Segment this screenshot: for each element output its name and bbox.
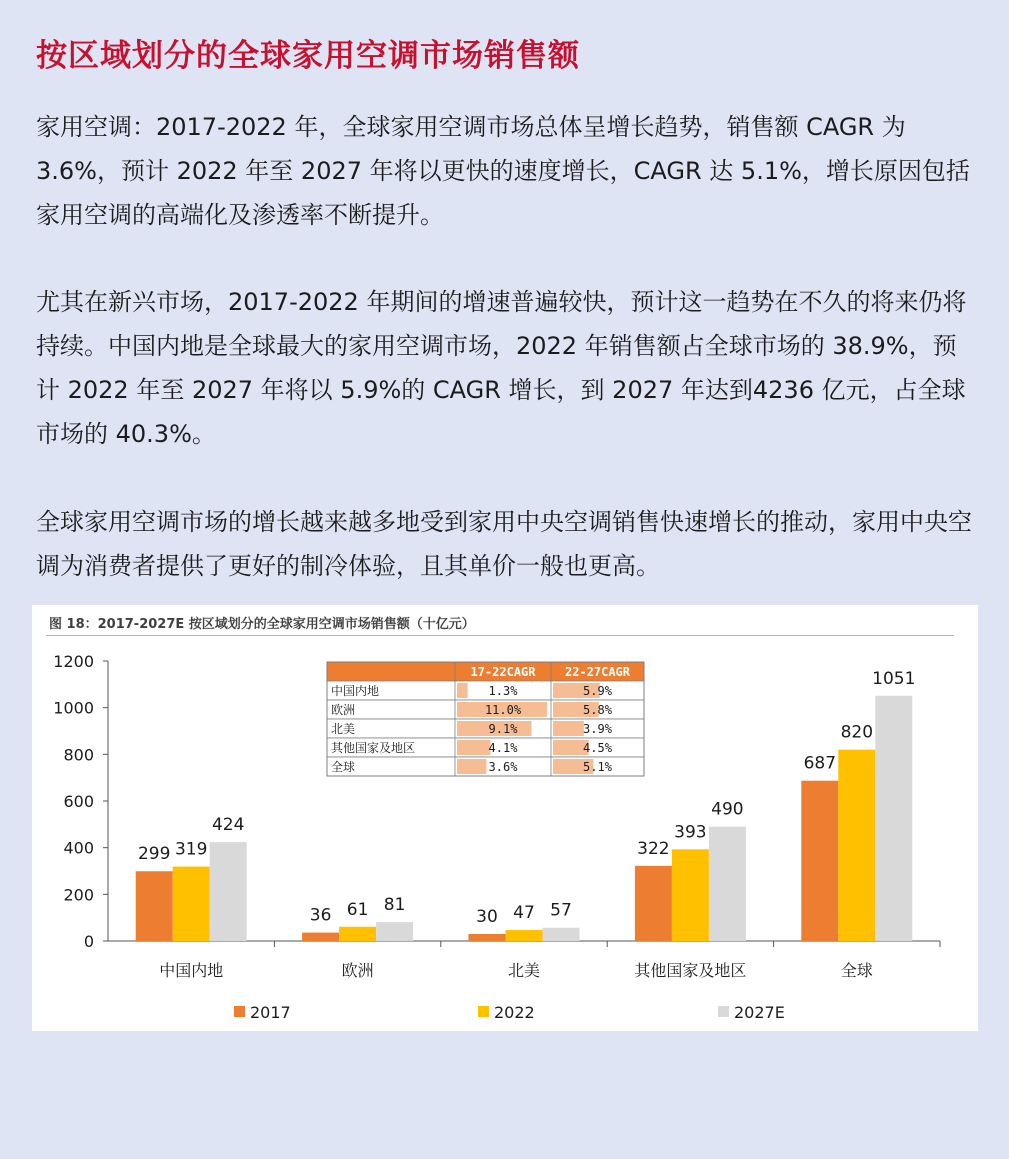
y-tick-label: 200 xyxy=(63,885,94,905)
bar xyxy=(875,696,912,941)
bar xyxy=(672,849,709,941)
table-cell-region: 其他国家及地区 xyxy=(331,741,416,755)
legend-swatch xyxy=(718,1006,729,1017)
table-cell-region: 中国内地 xyxy=(331,684,380,698)
table-cell-cagr: 4.5% xyxy=(583,741,612,755)
chart-figure xyxy=(32,605,978,1031)
y-tick-label: 0 xyxy=(83,932,94,951)
page-title: 按区域划分的全球家用空调市场销售额 xyxy=(36,38,580,74)
data-label: 322 xyxy=(637,838,670,859)
paragraph-3: 全球家用空调市场的增长越来越多地受到家用中央空调销售快速增长的推动，家用中央空调为消费者提供了更好的制冷体验，且其单价一般也更高。 xyxy=(36,508,972,580)
data-label: 299 xyxy=(137,844,171,865)
y-tick-label: 800 xyxy=(63,745,94,765)
table-databar xyxy=(457,683,468,698)
category-label: 其他国家及地区 xyxy=(634,961,747,980)
y-tick-label: 1000 xyxy=(53,698,94,718)
bar xyxy=(469,934,506,941)
legend-label: 2022 xyxy=(494,1003,535,1022)
table-cell-cagr: 5.9% xyxy=(583,684,612,698)
data-label: 61 xyxy=(346,899,369,920)
data-label: 490 xyxy=(711,799,744,820)
legend-label: 2017 xyxy=(250,1003,291,1022)
data-label: 30 xyxy=(476,907,498,927)
data-label: 820 xyxy=(840,722,874,743)
bar xyxy=(635,866,672,941)
table-cell-cagr: 5.8% xyxy=(583,703,612,717)
paragraph-2: 尤其在新兴市场，2017-2022 年期间的增速普遍较快，预计这一趋势在不久的将来仍将持续。中国内地是全球最大的家用空调市场，2022 年销售额占全球市场的 38.9%，预计 2022 年至 2027 年将以 5.9%的 CAGR 增长，到 2027 年达到4236 亿元，占全球市场的 40.3%。 xyxy=(36,288,967,448)
table-cell-cagr: 1.3% xyxy=(488,684,518,698)
y-tick-label: 600 xyxy=(63,792,94,811)
y-tick-label: 1200 xyxy=(53,652,94,671)
table-cell-cagr: 5.1% xyxy=(583,760,612,774)
paragraph-1: 家用空调：2017-2022 年，全球家用空调市场总体呈增长趋势，销售额 CAGR 为 3.6%，预计 2022 年至 2027 年将以更快的速度增长，CAGR 达 5.1%，增长原因包括家用空调的高端化及渗透率不断提升。 xyxy=(36,113,970,229)
table-cell-cagr: 3.9% xyxy=(583,722,612,736)
bar xyxy=(173,867,210,941)
table-header-label: 22-27CAGR xyxy=(564,665,631,679)
table-cell-cagr: 4.1% xyxy=(488,741,518,755)
table-cell-region: 全球 xyxy=(331,760,356,774)
bar xyxy=(376,922,413,941)
bar xyxy=(210,842,247,941)
data-label: 393 xyxy=(674,822,707,843)
table-cell-cagr: 3.6% xyxy=(488,760,518,774)
table-header-label: 17-22CAGR xyxy=(470,665,536,679)
category-label: 欧洲 xyxy=(341,961,374,980)
category-label: 中国内地 xyxy=(159,961,224,980)
table-databar xyxy=(457,759,486,774)
y-tick-label: 400 xyxy=(63,838,94,858)
bar xyxy=(838,750,875,941)
bar xyxy=(339,927,376,941)
data-label: 1051 xyxy=(872,668,916,689)
bar xyxy=(136,871,173,941)
table-cell-cagr: 9.1% xyxy=(488,722,518,736)
category-label: 全球 xyxy=(840,961,873,980)
table-databar xyxy=(553,721,584,736)
table-cell-region: 欧洲 xyxy=(331,703,356,717)
bar xyxy=(302,933,339,941)
table-databar xyxy=(457,740,491,755)
data-label: 319 xyxy=(174,839,208,860)
bar xyxy=(801,781,838,941)
legend-label: 2027E xyxy=(734,1003,785,1022)
data-label: 424 xyxy=(211,815,245,836)
legend-swatch xyxy=(478,1006,489,1017)
table-cell-region: 北美 xyxy=(331,722,356,736)
data-label: 81 xyxy=(383,895,406,916)
table-cell-cagr: 11.0% xyxy=(484,703,522,717)
bar-chart xyxy=(32,605,978,1031)
data-label: 36 xyxy=(309,905,332,926)
legend-swatch xyxy=(234,1006,245,1017)
data-label: 47 xyxy=(513,903,535,924)
figure-caption: 图 18：2017-2027E 按区域划分的全球家用空调市场销售额（十亿元） xyxy=(49,617,475,632)
bar xyxy=(709,827,746,941)
category-label: 北美 xyxy=(507,961,541,980)
data-label: 57 xyxy=(550,900,572,921)
bar xyxy=(543,928,580,941)
bar xyxy=(506,930,543,941)
data-label: 687 xyxy=(803,753,837,774)
